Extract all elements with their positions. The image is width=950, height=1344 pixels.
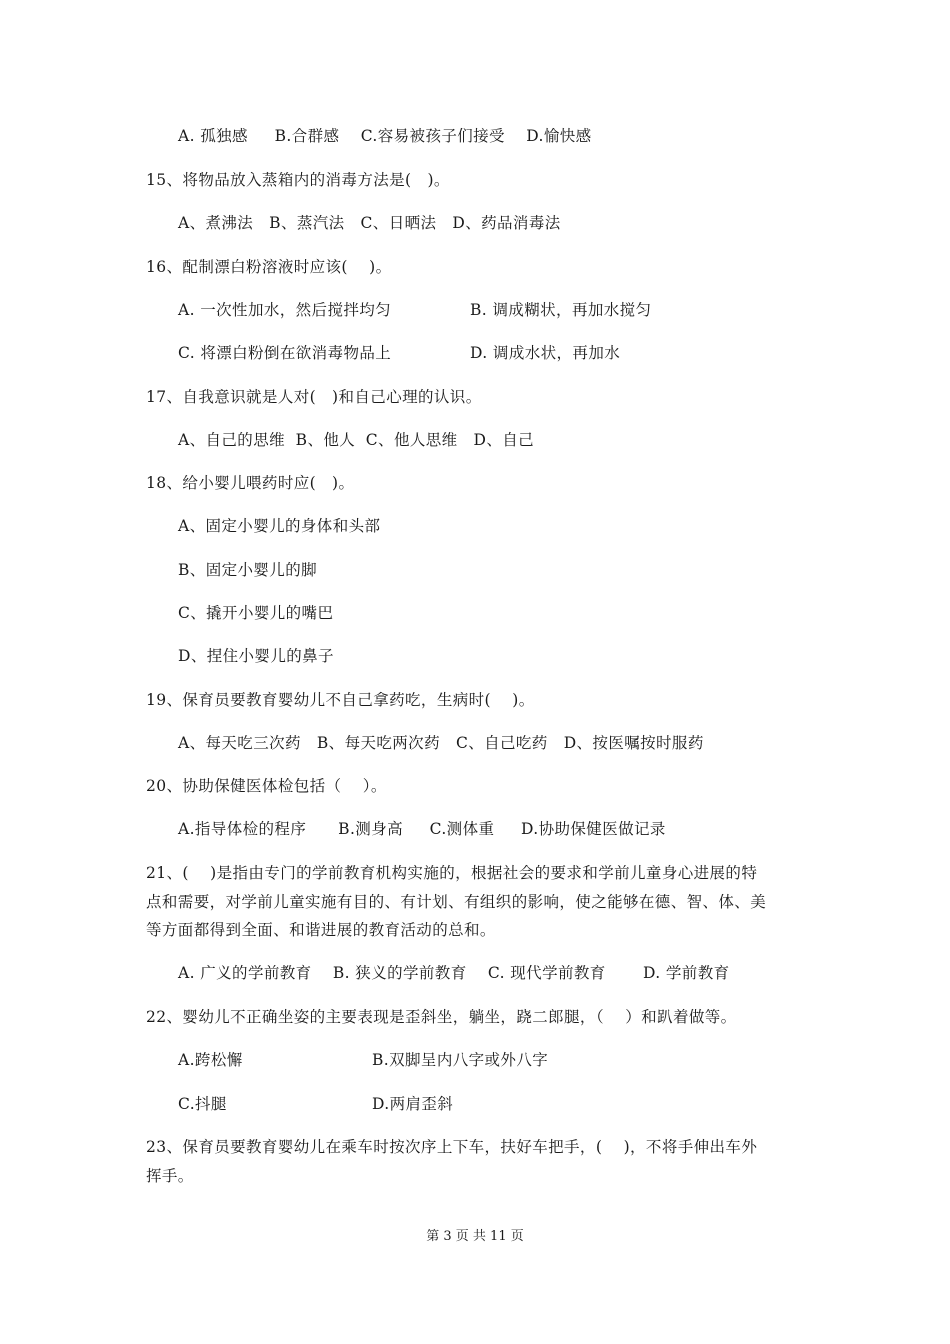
q16-option-a: A. 一次性加水，然后搅拌均匀: [178, 301, 392, 319]
q16-option-b: B. 调成糊状，再加水搅匀: [470, 301, 652, 319]
q18-stem: 18、给小婴儿喂药时应( )。: [146, 474, 355, 492]
q18-option-b: B、固定小婴儿的脚: [178, 561, 317, 579]
q22-option-b: B.双脚呈内八字或外八字: [372, 1051, 549, 1069]
q20-options: A.指导体检的程序 B.测身高 C.测体重 D.协助保健医做记录: [178, 820, 666, 838]
q19-options: A、每天吃三次药 B、每天吃两次药 C、自己吃药 D、按医嘱按时服药: [178, 734, 704, 752]
q20-stem: 20、协助保健医体检包括（ ）。: [146, 777, 387, 795]
q18-option-a: A、固定小婴儿的身体和头部: [178, 517, 381, 535]
q14-options: A. 孤独感 B.合群感 C.容易被孩子们接受 D.愉快感: [178, 127, 592, 145]
q19-stem: 19、保育员要教育婴幼儿不自己拿药吃，生病时( )。: [146, 691, 535, 709]
q21-stem-line1: 21、( )是指由专门的学前教育机构实施的，根据社会的要求和学前儿童身心进展的特: [146, 864, 758, 882]
q22-option-a: A.跨松懈: [178, 1051, 243, 1069]
q22-option-c: C.抖腿: [178, 1095, 227, 1113]
q17-options: A、自己的思维 B、他人 C、他人思维 D、自己: [178, 431, 535, 449]
page-footer: 第 3 页 共 11 页: [426, 1229, 524, 1244]
q22-option-d: D.两肩歪斜: [372, 1095, 454, 1113]
q17-stem: 17、自我意识就是人对( )和自己心理的认识。: [146, 388, 482, 406]
q15-stem: 15、将物品放入蒸箱内的消毒方法是( )。: [146, 171, 450, 189]
q16-option-d: D. 调成水状，再加水: [470, 344, 621, 362]
q21-options: A. 广义的学前教育 B. 狭义的学前教育 C. 现代学前教育 D. 学前教育: [178, 964, 730, 982]
q22-stem: 22、婴幼儿不正确坐姿的主要表现是歪斜坐，躺坐，跷二郎腿，（ ）和趴着做等。: [146, 1008, 737, 1026]
q16-stem: 16、配制漂白粉溶液时应该( )。: [146, 258, 392, 276]
q23-stem-line2: 挥手。: [146, 1167, 194, 1185]
q23-stem-line1: 23、保育员要教育婴幼儿在乘车时按次序上下车，扶好车把手，( )，不将手伸出车外: [146, 1138, 758, 1156]
q21-stem-line3: 等方面都得到全面、和谐进展的教育活动的总和。: [146, 921, 496, 939]
q18-option-d: D、捏住小婴儿的鼻子: [178, 647, 334, 665]
q15-options: A、煮沸法 B、蒸汽法 C、日晒法 D、药品消毒法: [178, 214, 561, 232]
q18-option-c: C、撬开小婴儿的嘴巴: [178, 604, 334, 622]
q21-stem-line2: 点和需要，对学前儿童实施有目的、有计划、有组织的影响，使之能够在德、智、体、美: [146, 893, 767, 911]
q16-option-c: C. 将漂白粉倒在欲消毒物品上: [178, 344, 392, 362]
